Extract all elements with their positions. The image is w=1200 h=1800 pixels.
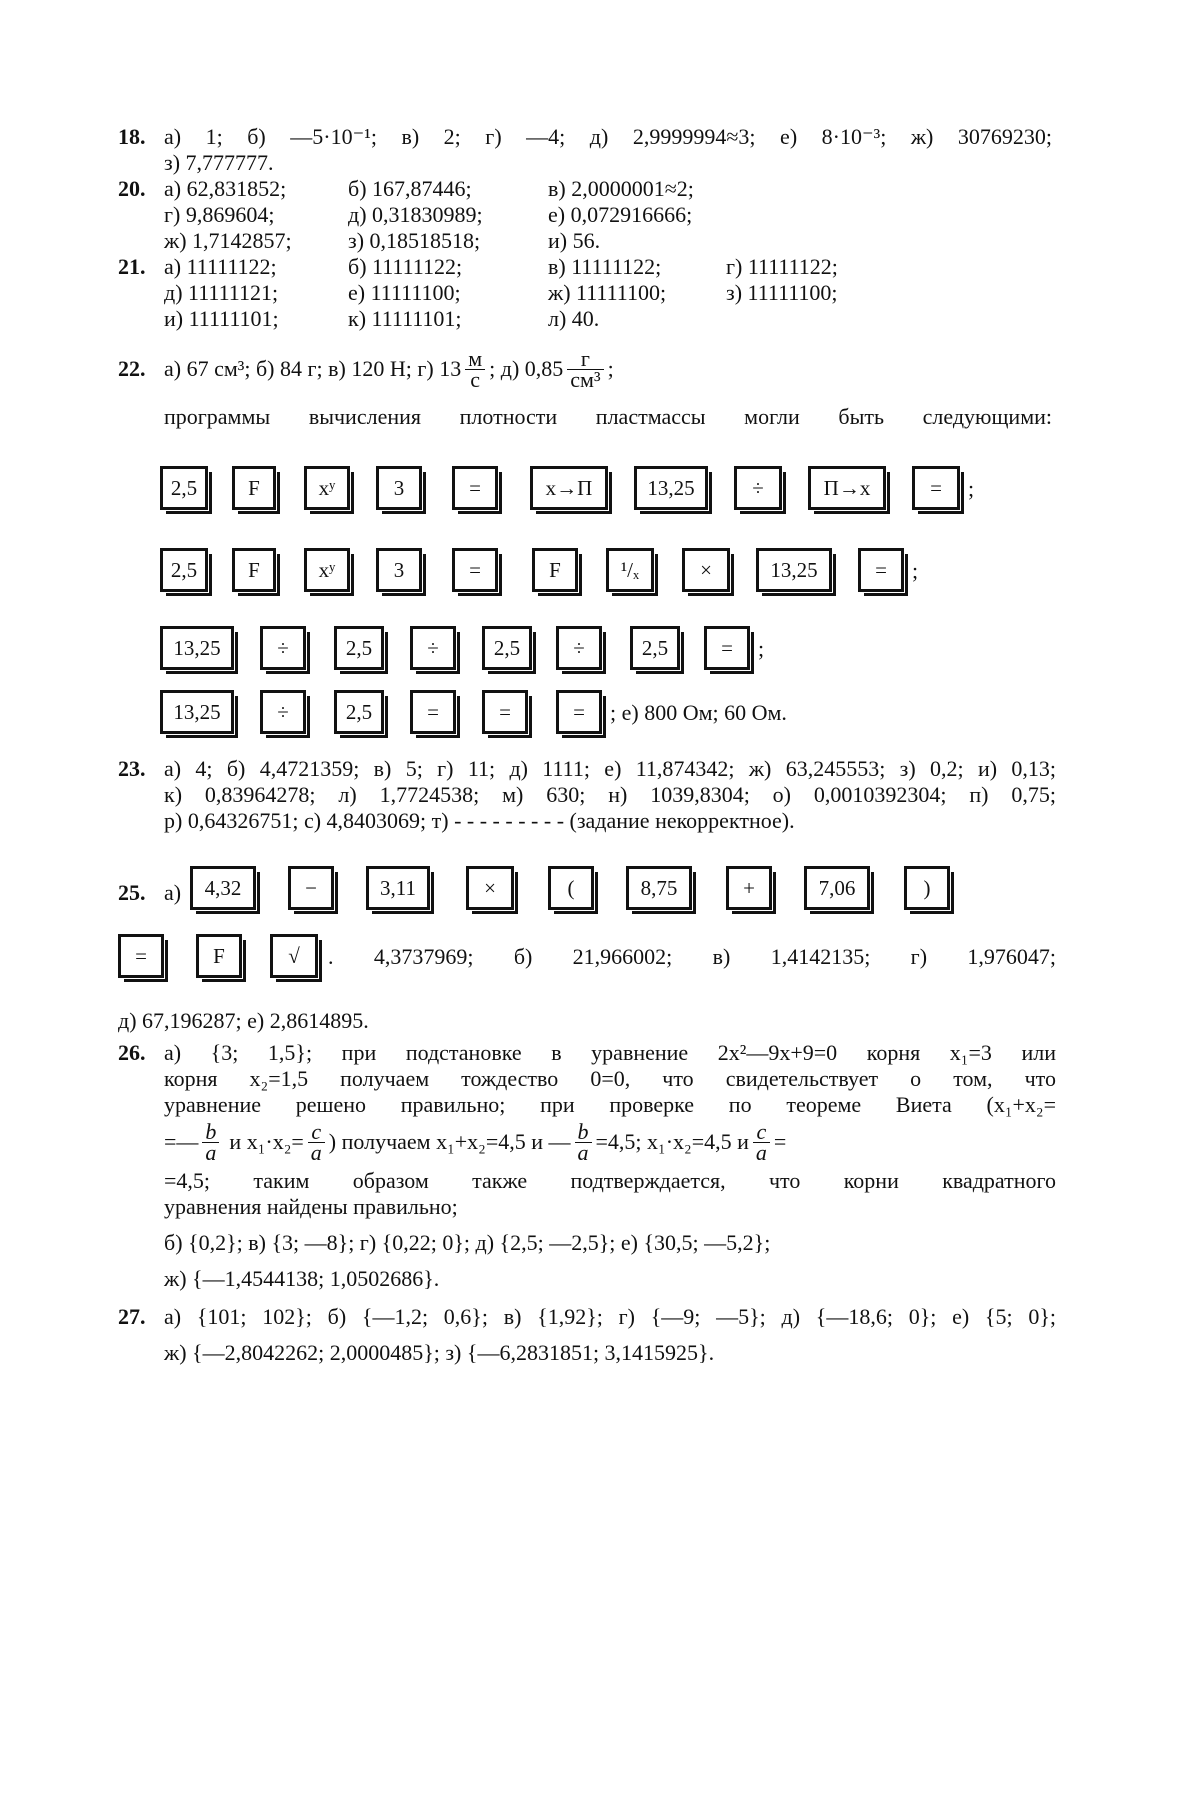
calc-key: 2,5 (160, 548, 208, 592)
calc-key: = (556, 690, 602, 734)
calc-key: F (232, 466, 276, 510)
answer-21-z: з) 11111100; (726, 280, 838, 305)
calc-key: ÷ (734, 466, 782, 510)
calc-key: + (726, 866, 772, 910)
fraction-denominator: см³ (570, 366, 601, 392)
fraction-c-over-a (308, 1118, 325, 1165)
calc-key: × (682, 548, 730, 592)
program-3-end: ; (758, 636, 765, 661)
program-4-end: ; е) 800 Ом; 60 Ом. (610, 700, 787, 725)
calc-key: = (118, 934, 164, 978)
calc-key: П→x (808, 466, 886, 510)
answer-20-d: д) 0,31830989; (348, 202, 483, 227)
fraction-b-over-a (202, 1118, 219, 1165)
answer-23-line3: р) 0,64326751; с) 4,8403069; т) - - - - - - - - - (задание некорректное). (164, 808, 795, 833)
calc-key: 3 (376, 466, 422, 510)
calc-key: ¹/ₓ (606, 548, 654, 592)
fraction-numerator: м (465, 349, 485, 370)
calc-key: 13,25 (160, 690, 234, 734)
answer-23-line1: а) 4; б) 4,4721359; в) 5; г) 11; д) 1111; е) 11,874342; ж) 63,245553; з) 0,2; и) 0,13; (164, 756, 1056, 781)
answer-18-line2: з) 7,777777. (164, 150, 274, 175)
answer-22-line1 (164, 346, 614, 392)
exercise-number-21: 21. (118, 254, 146, 279)
fraction-numerator: г (567, 349, 603, 370)
fraction-denominator: a (577, 1139, 589, 1165)
calc-key: = (452, 466, 498, 510)
calc-key: xʸ (304, 466, 350, 510)
fraction-g-per-cm3 (567, 345, 603, 392)
exercise-number-27: 27. (118, 1304, 146, 1329)
calc-key: x→П (530, 466, 608, 510)
answer-27-line2: ж) {—2,8042262; 2,0000485}; з) {—6,2831851; 3,1415925}. (164, 1340, 715, 1365)
answer-26-line3: уравнение решено правильно; при проверке по теореме Виета (x₁+x₂= (164, 1092, 1056, 1117)
calc-key: 2,5 (334, 626, 384, 670)
answer-20-a: а) 62,831852; (164, 176, 287, 201)
answer-21-g: г) 11111122; (726, 254, 838, 279)
exercise-number-23: 23. (118, 756, 146, 781)
answer-26-l4-c: ) получаем x₁+x₂=4,5 и — (328, 1129, 571, 1154)
exercise-number-20: 20. (118, 176, 146, 201)
calc-key: ( (548, 866, 594, 910)
answer-22-part2: ; д) 0,85 (489, 356, 564, 381)
calc-key: xʸ (304, 548, 350, 592)
answer-21-zh: ж) 11111100; (548, 280, 667, 305)
answer-26-line6: уравнения найдены правильно; (164, 1194, 458, 1219)
exercise-number-26: 26. (118, 1040, 146, 1065)
answer-20-zh: ж) 1,7142857; (164, 228, 292, 253)
calc-key: ÷ (410, 626, 456, 670)
answer-21-d: д) 11111121; (164, 280, 279, 305)
calc-key: = (858, 548, 904, 592)
answer-20-z: з) 0,18518518; (348, 228, 481, 253)
calc-key: 2,5 (334, 690, 384, 734)
calc-key: 3,11 (366, 866, 430, 910)
answer-21-e: е) 11111100; (348, 280, 461, 305)
answer-26-l4-d: =4,5; x₁·x₂=4,5 и (595, 1129, 749, 1154)
calc-key: 3 (376, 548, 422, 592)
exercise-number-25: 25. (118, 880, 146, 905)
answer-26-l4-b: и x₁·x₂= (229, 1129, 304, 1154)
fraction-m-per-s (465, 345, 485, 392)
fraction-denominator: a (755, 1139, 767, 1165)
calc-key: = (704, 626, 750, 670)
fraction-numerator: c (753, 1122, 770, 1143)
calc-key: 13,25 (160, 626, 234, 670)
answer-21-i: и) 11111101; (164, 306, 279, 331)
answer-26-line1: а) {3; 1,5}; при подстановке в уравнение 2x²—9x+9=0 корня x₁=3 или (164, 1040, 1056, 1065)
answer-25-line3: д) 67,196287; е) 2,8614895. (118, 1008, 369, 1033)
calc-key: ) (904, 866, 950, 910)
answer-21-k: к) 11111101; (348, 306, 462, 331)
answer-20-v: в) 2,0000001≈2; (548, 176, 694, 201)
fraction-c-over-a (753, 1118, 770, 1165)
fraction-denominator: a (205, 1139, 217, 1165)
calc-key: F (196, 934, 242, 978)
answer-26-l4-e: = (773, 1129, 787, 1154)
calc-key: F (532, 548, 578, 592)
answer-26-line7: б) {0,2}; в) {3; —8}; г) {0,22; 0}; д) {2,5; —2,5}; е) {30,5; —5,2}; (164, 1230, 771, 1255)
calc-key: 2,5 (160, 466, 208, 510)
answer-21-l: л) 40. (548, 306, 600, 331)
calc-key: 8,75 (626, 866, 692, 910)
answer-20-b: б) 167,87446; (348, 176, 472, 201)
exercise-number-22: 22. (118, 356, 146, 381)
answer-26-l4-a: =— (164, 1129, 199, 1154)
calc-key: × (466, 866, 514, 910)
calc-key: 2,5 (482, 626, 532, 670)
answer-26-line2: корня x₂=1,5 получаем тождество 0=0, что свидетельствует о том, что (164, 1066, 1056, 1091)
program-2-end: ; (912, 558, 919, 583)
calc-key: 7,06 (804, 866, 870, 910)
calc-key: 13,25 (756, 548, 832, 592)
fraction-numerator: c (308, 1122, 325, 1143)
exercise-number-18: 18. (118, 124, 146, 149)
calc-key: = (452, 548, 498, 592)
calc-key: ÷ (556, 626, 602, 670)
answer-20-i: и) 56. (548, 228, 601, 253)
fraction-numerator: b (202, 1122, 219, 1143)
calc-key: ÷ (260, 690, 306, 734)
answer-20-e: е) 0,072916666; (548, 202, 693, 227)
answer-26-line5: =4,5; таким образом также подтверждается, что корни квадратного (164, 1168, 1056, 1193)
calc-key: = (410, 690, 456, 734)
answer-18-line1: а) 1; б) —5·10⁻¹; в) 2; г) —4; д) 2,9999994≈3; е) 8·10⁻³; ж) 30769230; (164, 124, 1052, 149)
answer-23-line2: к) 0,83964278; л) 1,7724538; м) 630; н) 1039,8304; о) 0,0010392304; п) 0,75; (164, 782, 1056, 807)
calc-key: = (912, 466, 960, 510)
answer-20-g: г) 9,869604; (164, 202, 275, 227)
answer-22-line2: программы вычисления плотности пластмассы могли быть следующими: (164, 404, 1052, 429)
answer-25-results: . 4,3737969; б) 21,966002; в) 1,4142135; г) 1,976047; (328, 944, 1056, 969)
calc-key: ÷ (260, 626, 306, 670)
fraction-denominator: с (470, 366, 481, 392)
calc-key: 13,25 (634, 466, 708, 510)
answer-21-b: б) 11111122; (348, 254, 463, 279)
answer-26-line4 (164, 1118, 786, 1166)
fraction-denominator: a (310, 1139, 322, 1165)
answer-26-line8: ж) {—1,4544138; 1,0502686}. (164, 1266, 440, 1291)
calc-key: F (232, 548, 276, 592)
calc-key: 2,5 (630, 626, 680, 670)
calc-key: √ (270, 934, 318, 978)
answer-25-label-a: а) (164, 880, 182, 905)
program-1-end: ; (968, 476, 975, 501)
fraction-numerator: b (575, 1122, 592, 1143)
fraction-b-over-a (575, 1118, 592, 1165)
calc-key: 4,32 (190, 866, 256, 910)
answer-22-part1: а) 67 см³; б) 84 г; в) 120 Н; г) 13 (164, 356, 462, 381)
answer-21-v: в) 11111122; (548, 254, 662, 279)
answer-21-a: а) 11111122; (164, 254, 277, 279)
answer-27-line1: а) {101; 102}; б) {—1,2; 0,6}; в) {1,92}; г) {—9; —5}; д) {—18,6; 0}; е) {5; 0}; (164, 1304, 1056, 1329)
calc-key: = (482, 690, 528, 734)
calc-key: − (288, 866, 334, 910)
answer-22-part3: ; (607, 356, 614, 381)
